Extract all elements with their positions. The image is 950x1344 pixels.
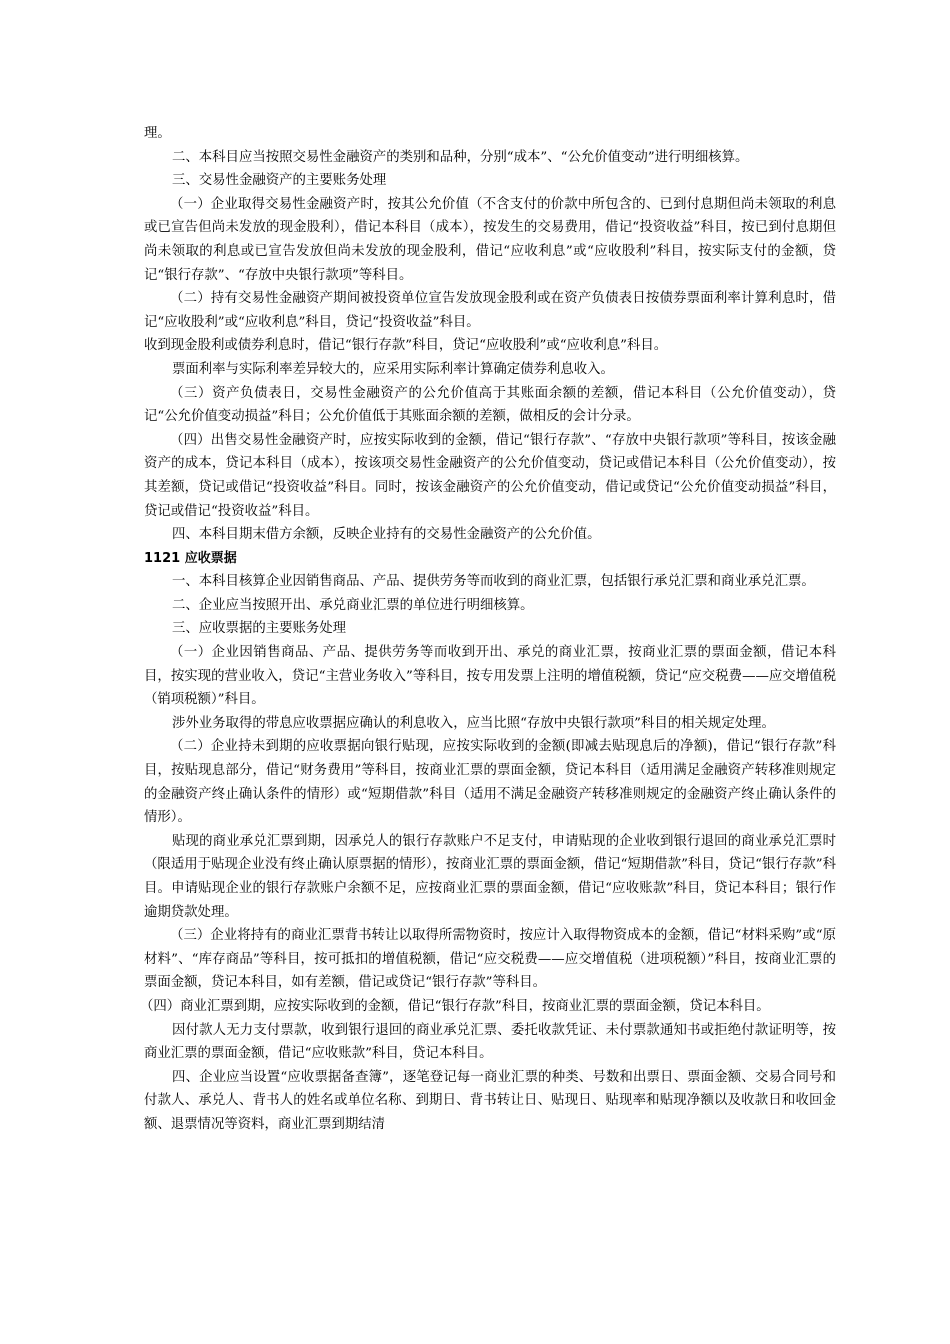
paragraph-notes-main-accounting: 三、应收票据的主要账务处理 — [172, 621, 347, 637]
paragraph-period-end-balance: 四、本科目期末借方余额，反映企业持有的交易性金融资产的公允价值。 — [172, 527, 601, 543]
paragraph-acquisition: （一）企业取得交易性金融资产时，按其公允价值（不含支付的价款中所包含的、已到付息期但尚未领取的利息或已宣告但尚未发放的现金股利），借记本科目（成本），按发生的交易费用，借记“投资收益”科目，按已到付息期但尚未领取的利息或已宣告发放但尚未发放的现金股利，借记“应收利息”或“应收股利”科目，按实际支付的金额，贷记“银行存款”、“存放中央银行款项”等科目。 — [144, 196, 836, 283]
document-page — [140, 122, 836, 1137]
paragraph-discounted-returned: 贴现的商业承兑汇票到期，因承兑人的银行存款账户不足支付，申请贴现的企业收到银行退回的商业承兑汇票时（限适用于贴现企业没有终止确认原票据的情形），按商业汇票的票面金额，借记“短期借款”科目，贷记“银行存款”科目。申请贴现企业的银行存款账户余额不足，应按商业汇票的票面金额，借记“应收账款”科目，贷记本科目；银行作逾期贷款处理。 — [144, 833, 836, 920]
paragraph-balance-sheet-date: （三）资产负债表日，交易性金融资产的公允价值高于其账面余额的差额，借记本科目（公允价值变动），贷记“公允价值变动损益”科目；公允价值低于其账面余额的差额，做相反的会计分录。 — [144, 385, 836, 425]
paragraph-continuation: 理。 — [144, 126, 171, 141]
paragraph-holding-period: （二）持有交易性金融资产期间被投资单位宣告发放现金股利或在资产负债表日按债券票面利率计算利息时，借记“应收股利”或“应收利息”科目，贷记“投资收益”科目。 — [144, 291, 836, 330]
paragraph-main-accounting-heading: 三、交易性金融资产的主要账务处理 — [172, 173, 387, 189]
paragraph-detail-accounting: 二、本科目应当按照交易性金融资产的类别和品种，分别“成本”、“公允价值变动”进行明细核算。 — [172, 149, 749, 165]
paragraph-notes-detail: 二、企业应当按照开出、承兑商业汇票的单位进行明细核算。 — [172, 597, 534, 613]
paragraph-notes-scope: 一、本科目核算企业因销售商品、产品、提供劳务等而收到的商业汇票，包括银行承兑汇票和商业承兑汇票。 — [172, 574, 815, 590]
paragraph-memo-book: 四、企业应当设置“应收票据备查簿”，逐笔登记每一商业汇票的种类、号数和出票日、票面金额、交易合同号和付款人、承兑人、背书人的姓名或单位名称、到期日、背书转让日、贴现日、贴现率和贴现净额以及收款日和收回金额、退票情况等资料，商业汇票到期结清 — [144, 1069, 836, 1132]
paragraph-notes-receipt: （一）企业因销售商品、产品、提供劳务等而收到开出、承兑的商业汇票，按商业汇票的票面金额，借记本科目，按实现的营业收入，贷记“主营业务收入”等科目，按专用发票上注明的增值税额，贷记“应交税费——应交增值税（销项税额）”科目。 — [144, 645, 836, 708]
paragraph-receive-dividend: 收到现金股利或债券利息时，借记“银行存款”科目，贷记“应收股利”或“应收利息”科目。 — [144, 338, 668, 354]
paragraph-discounting: （二）企业持未到期的应收票据向银行贴现，应按实际收到的金额(即减去贴现息后的净额)，借记“银行存款”科目，按贴现息部分，借记“财务费用”等科目，按商业汇票的票面金额，贷记本科目（适用满足金融资产转移准则规定的金融资产终止确认条件的情形）或“短期借款”科目（适用不满足金融资产转移准则规定的金融资产终止确认条件的情形）。 — [144, 739, 836, 826]
paragraph-endorsement: （三）企业将持有的商业汇票背书转让以取得所需物资时，按应计入取得物资成本的金额，借记“材料采购”或“原材料”、“库存商品”等科目，按可抵扣的增值税额，借记“应交税费——应交增值税（进项税额）”科目，按商业汇票的票面金额，贷记本科目，如有差额，借记或贷记“银行存款”等科目。 — [144, 928, 836, 991]
paragraph-payer-unable: 因付款人无力支付票款，收到银行退回的商业承兑汇票、委托收款凭证、未付票款通知书或拒绝付款证明等，按商业汇票的票面金额，借记“应收账款”科目，贷记本科目。 — [144, 1022, 836, 1062]
paragraph-disposal: （四）出售交易性金融资产时，应按实际收到的金额，借记“银行存款”、“存放中央银行款项”等科目，按该金融资产的成本，贷记本科目（成本），按该项交易性金融资产的公允价值变动，贷记或借记本科目（公允价值变动），按其差额，贷记或借记“投资收益”科目。同时，按该金融资产的公允价值变动，借记或贷记“公允价值变动损益”科目，贷记或借记“投资收益”科目。 — [144, 432, 836, 519]
paragraph-effective-rate: 票面利率与实际利率差异较大的，应采用实际利率计算确定债券利息收入。 — [172, 361, 614, 377]
paragraph-foreign-interest: 涉外业务取得的带息应收票据应确认的利息收入，应当比照“存放中央银行款项”科目的相关规定处理。 — [172, 715, 775, 731]
section-heading-notes-receivable: 1121 应收票据 — [144, 550, 237, 566]
paragraph-maturity: （四）商业汇票到期，应按实际收到的金额，借记“银行存款”科目，按商业汇票的票面金额，贷记本科目。 — [140, 998, 770, 1014]
